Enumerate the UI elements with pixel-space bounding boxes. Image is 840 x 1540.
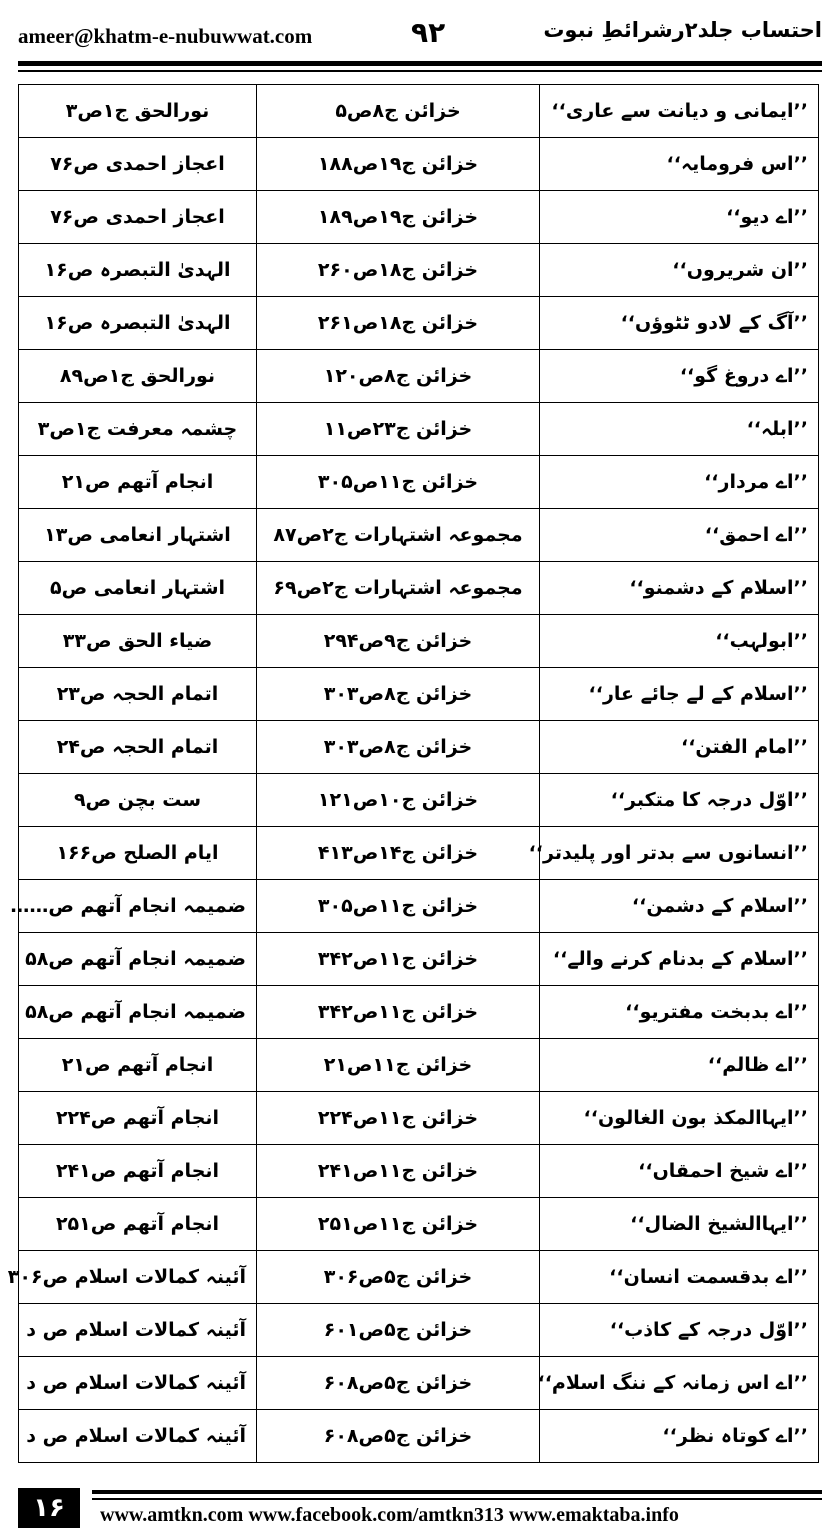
phrase-cell: ’’اے شیخ احمقاں‘‘ <box>540 1145 819 1198</box>
table-row <box>19 350 819 403</box>
khazain-reference-cell: خزائن ج۵ص۶۰۸ <box>257 1410 540 1463</box>
header-book-title: احتساب جلد۲رشرائطِ نبوت <box>543 18 822 42</box>
book-reference-cell: ضمیمہ انجام آتھم ص۵۸ <box>19 933 257 986</box>
phrase-cell: ’’انسانوں سے بدتر اور پلیدتر‘‘ <box>540 827 819 880</box>
footer-rule-thick <box>92 1490 822 1494</box>
table-row <box>19 986 819 1039</box>
footer-page-number: ۱۶ <box>18 1488 80 1528</box>
phrase-cell: ’’ان شریروں‘‘ <box>540 244 819 297</box>
table-row <box>19 774 819 827</box>
khazain-reference-cell: خزائن ج۱۹ص۱۸۹ <box>257 191 540 244</box>
phrase-cell: ’’اسلام کے دشمن‘‘ <box>540 880 819 933</box>
khazain-reference-cell: خزائن ج۸ص۳۰۳ <box>257 721 540 774</box>
khazain-reference-cell: خزائن ج۹ص۲۹۴ <box>257 615 540 668</box>
khazain-reference-cell: خزائن ج۱۹ص۱۸۸ <box>257 138 540 191</box>
phrase-cell: ’’اے بدقسمت انسان‘‘ <box>540 1251 819 1304</box>
phrase-cell: ’’اے اس زمانہ کے ننگ اسلام‘‘ <box>540 1357 819 1410</box>
khazain-reference-cell: خزائن ج۸ص۳۰۳ <box>257 668 540 721</box>
phrase-cell: ’’اسلام کے بدنام کرنے والے‘‘ <box>540 933 819 986</box>
khazain-reference-cell: خزائن ج۵ص۶۰۱ <box>257 1304 540 1357</box>
khazain-reference-cell: خزائن ج۲۳ص۱۱ <box>257 403 540 456</box>
table-row <box>19 244 819 297</box>
book-reference-cell: انجام آتھم ص۲۲۴ <box>19 1092 257 1145</box>
table-row <box>19 721 819 774</box>
book-reference-cell: اتمام الحجہ ص۲۳ <box>19 668 257 721</box>
book-reference-cell: نورالحق ج۱ص۸۹ <box>19 350 257 403</box>
phrase-cell: ’’ابولہب‘‘ <box>540 615 819 668</box>
khazain-reference-cell: خزائن ج۱۸ص۲۶۰ <box>257 244 540 297</box>
book-reference-cell: آئینہ کمالات اسلام ص د <box>19 1357 257 1410</box>
references-table <box>7 84 819 1463</box>
book-reference-cell: ست بچن ص۹ <box>19 774 257 827</box>
phrase-cell: ’’اے احمق‘‘ <box>540 509 819 562</box>
table-row <box>19 1251 819 1304</box>
table-row <box>19 1198 819 1251</box>
phrase-cell: ’’ایہاالمکذ بون الغالون‘‘ <box>540 1092 819 1145</box>
phrase-cell: ’’اے کوتاہ نظر‘‘ <box>540 1410 819 1463</box>
khazain-reference-cell: خزائن ج۱۱ص۲۲۴ <box>257 1092 540 1145</box>
khazain-reference-cell: خزائن ج۱۰ص۱۲۱ <box>257 774 540 827</box>
phrase-cell: ’’ایہاالشیخ الضال‘‘ <box>540 1198 819 1251</box>
book-reference-cell: اعجاز احمدی ص۷۶ <box>19 138 257 191</box>
phrase-cell: ’’اوّل درجہ کے کاذب‘‘ <box>540 1304 819 1357</box>
khazain-reference-cell: خزائن ج۵ص۶۰۸ <box>257 1357 540 1410</box>
book-reference-cell: نورالحق ج۱ص۳ <box>19 85 257 138</box>
khazain-reference-cell: خزائن ج۱۴ص۴۱۳ <box>257 827 540 880</box>
book-reference-cell: آئینہ کمالات اسلام ص۳۰۶ <box>19 1251 257 1304</box>
khazain-reference-cell: خزائن ج۱۱ص۳۰۵ <box>257 880 540 933</box>
khazain-reference-cell: خزائن ج۸ص۱۲۰ <box>257 350 540 403</box>
book-reference-cell: اتمام الحجہ ص۲۴ <box>19 721 257 774</box>
table-row <box>19 297 819 350</box>
page-footer <box>18 1488 822 1532</box>
table-row <box>19 138 819 191</box>
book-reference-cell: ایام الصلح ص۱۶۶ <box>19 827 257 880</box>
table-row <box>19 85 819 138</box>
khazain-reference-cell: مجموعہ اشتہارات ج۲ص۶۹ <box>257 562 540 615</box>
header-email: ameer@khatm-e-nubuwwat.com <box>18 24 313 48</box>
header-page-number: ۹۲ <box>411 16 446 49</box>
phrase-cell: ’’ایمانی و دیانت سے عاری‘‘ <box>540 85 819 138</box>
khazain-reference-cell: خزائن ج۱۱ص۲۴۱ <box>257 1145 540 1198</box>
khazain-reference-cell: مجموعہ اشتہارات ج۲ص۸۷ <box>257 509 540 562</box>
phrase-cell: ’’اے دیو‘‘ <box>540 191 819 244</box>
table-row <box>19 1145 819 1198</box>
book-reference-cell: اشتہار انعامی ص۱۳ <box>19 509 257 562</box>
table-row <box>19 933 819 986</box>
phrase-cell: ’’ابلہ‘‘ <box>540 403 819 456</box>
phrase-cell: ’’اس فرومایہ‘‘ <box>540 138 819 191</box>
khazain-reference-cell: خزائن ج۱۱ص۲۱ <box>257 1039 540 1092</box>
phrase-cell: ’’اے ظالم‘‘ <box>540 1039 819 1092</box>
table-row <box>19 509 819 562</box>
phrase-cell: ’’اے مردار‘‘ <box>540 456 819 509</box>
book-reference-cell: اشتہار انعامی ص۵ <box>19 562 257 615</box>
book-reference-cell: آئینہ کمالات اسلام ص د <box>19 1304 257 1357</box>
khazain-reference-cell: خزائن ج۱۱ص۳۴۲ <box>257 933 540 986</box>
book-reference-cell: انجام آتھم ص۲۱ <box>19 456 257 509</box>
khazain-reference-cell: خزائن ج۱۱ص۲۵۱ <box>257 1198 540 1251</box>
khazain-reference-cell: خزائن ج۱۱ص۳۰۵ <box>257 456 540 509</box>
table-row <box>19 827 819 880</box>
table-row <box>19 191 819 244</box>
book-reference-cell: انجام آتھم ص۲۴۱ <box>19 1145 257 1198</box>
table-row <box>19 615 819 668</box>
khazain-reference-cell: خزائن ج۵ص۳۰۶ <box>257 1251 540 1304</box>
phrase-cell: ’’امام الفتن‘‘ <box>540 721 819 774</box>
khazain-reference-cell: خزائن ج۱۱ص۳۴۲ <box>257 986 540 1039</box>
table-row <box>19 668 819 721</box>
table-row <box>19 1092 819 1145</box>
book-reference-cell: چشمہ معرفت ج۱ص۳ <box>19 403 257 456</box>
phrase-cell: ’’اے دروغ گو‘‘ <box>540 350 819 403</box>
footer-links: www.amtkn.com www.facebook.com/amtkn313 www.emaktaba.info <box>100 1504 679 1526</box>
table-row <box>19 403 819 456</box>
phrase-cell: ’’اسلام کے لے جائے عار‘‘ <box>540 668 819 721</box>
book-reference-cell: الہدیٰ التبصرہ ص۱۶ <box>19 244 257 297</box>
phrase-cell: ’’آگ کے لادو ٹٹوؤں‘‘ <box>540 297 819 350</box>
book-reference-cell: آئینہ کمالات اسلام ص د <box>19 1410 257 1463</box>
book-reference-cell: ضیاء الحق ص۳۳ <box>19 615 257 668</box>
table-row <box>19 456 819 509</box>
footer-rule-thin <box>92 1498 822 1500</box>
book-reference-cell: ضمیمہ انجام آتھم ص۵۸ <box>19 986 257 1039</box>
book-reference-cell: انجام آتھم ص۲۵۱ <box>19 1198 257 1251</box>
table-row <box>19 880 819 933</box>
book-reference-cell: ضمیمہ انجام آتھم ص…… <box>19 880 257 933</box>
table-row <box>19 1357 819 1410</box>
book-reference-cell: اعجاز احمدی ص۷۶ <box>19 191 257 244</box>
khazain-reference-cell: خزائن ج۱۸ص۲۶۱ <box>257 297 540 350</box>
phrase-cell: ’’اے بدبخت مفتریو‘‘ <box>540 986 819 1039</box>
header-rule-thin <box>18 70 822 72</box>
table-row <box>19 1039 819 1092</box>
table-row <box>19 562 819 615</box>
table-row <box>19 1304 819 1357</box>
page-header <box>18 14 822 54</box>
phrase-cell: ’’اوّل درجہ کا متکبر‘‘ <box>540 774 819 827</box>
header-rule-thick <box>18 61 822 66</box>
book-reference-cell: انجام آتھم ص۲۱ <box>19 1039 257 1092</box>
khazain-reference-cell: خزائن ج۸ص۵ <box>257 85 540 138</box>
book-reference-cell: الہدیٰ التبصرہ ص۱۶ <box>19 297 257 350</box>
table-row <box>19 1410 819 1463</box>
phrase-cell: ’’اسلام کے دشمنو‘‘ <box>540 562 819 615</box>
